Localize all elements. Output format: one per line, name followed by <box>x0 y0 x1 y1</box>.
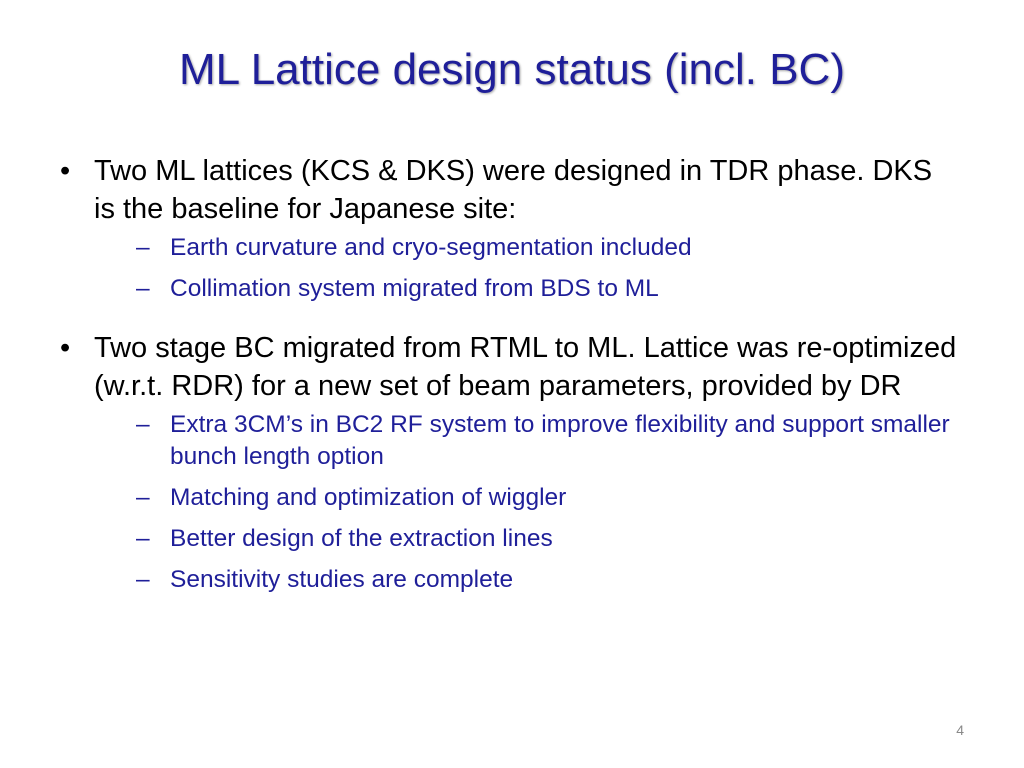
bullet-icon: • <box>60 332 71 364</box>
sub-list <box>94 232 960 305</box>
sub-text: Sensitivity studies are complete <box>170 566 514 593</box>
dash-icon: – <box>136 275 150 302</box>
bullet-text: Two stage BC migrated from RTML to ML. Lattice was re-optimized (w.r.t. RDR) for a new set of beam parameters, provided by DR <box>94 332 957 402</box>
sub-text: Better design of the extraction lines <box>170 525 553 552</box>
sub-item <box>136 564 960 596</box>
dash-icon: – <box>136 411 150 438</box>
dash-icon: – <box>136 234 150 261</box>
bullet-item <box>60 329 960 596</box>
sub-item <box>136 273 960 305</box>
slide-title: ML Lattice design status (incl. BC) <box>179 45 845 94</box>
bullet-icon: • <box>60 155 71 187</box>
sub-item <box>136 482 960 514</box>
sub-item <box>136 409 960 473</box>
sub-item <box>136 232 960 264</box>
dash-icon: – <box>136 566 150 593</box>
bullet-item <box>60 152 960 305</box>
dash-icon: – <box>136 484 150 511</box>
sub-item <box>136 523 960 555</box>
sub-list <box>94 409 960 596</box>
bullet-text: Two ML lattices (KCS & DKS) were designed in TDR phase. DKS is the baseline for Japanese site: <box>94 155 933 225</box>
sub-text: Earth curvature and cryo-segmentation included <box>170 234 692 261</box>
sub-text: Extra 3CM’s in BC2 RF system to improve flexibility and support smaller bunch length option <box>170 411 950 470</box>
sub-text: Matching and optimization of wiggler <box>170 484 567 511</box>
slide-content <box>60 152 960 605</box>
sub-text: Collimation system migrated from BDS to ML <box>170 275 659 302</box>
dash-icon: – <box>136 525 150 552</box>
page-number: 4 <box>956 722 964 738</box>
